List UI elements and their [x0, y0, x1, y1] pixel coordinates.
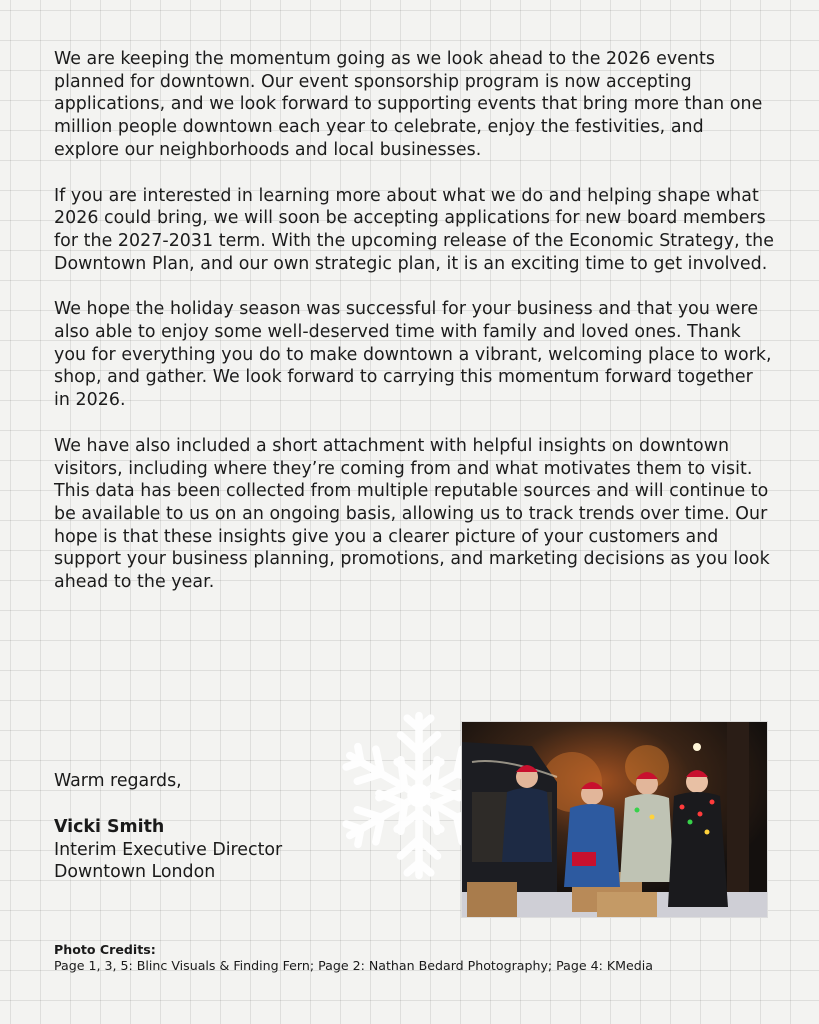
paragraph-insights: We have also included a short attachment with helpful insights on downtown visitors, including where they’re coming from and what motivates them to visit. This data has been collected from multiple reputable sources and will continue to be available to us on an ongoing basis, allowing us to track trends over time. Our hope is that these insights give you a clearer picture of your customers and support your business planning, promotions, and marketing decisions as you look ahead to the year.: [54, 435, 770, 593]
paragraph-board: If you are interested in learning more about what we do and helping shape what 2026 could bring, we will soon be accepting applications for new board members for the 2027-2031 term. With the upcoming release of the Economic Strategy, the Downtown Plan, and our own strategic plan, it is an exciting time to get involved.: [54, 185, 774, 274]
paragraph-holiday: We hope the holiday season was successful for your business and that you were also able to enjoy some well-deserved time with family and loved ones. Thank you for everything you do to make downtown a vibrant, welcoming place to work, shop, and gather. We look forward to carrying this momentum forward together in 2026.: [54, 299, 772, 411]
photo-illustration: [462, 722, 767, 917]
letter-body: [54, 48, 774, 617]
photo-credits-heading: Photo Credits:: [54, 942, 156, 957]
signer-title: Interim Executive Director: [54, 839, 283, 860]
photo-credits: [54, 942, 794, 974]
staff-holiday-photo: [461, 721, 768, 918]
photo-credits-text: Page 1, 3, 5: Blinc Visuals & Finding Fern; Page 2: Nathan Bedard Photography; Page 4: KMedia: [54, 958, 653, 973]
signature-block: [54, 816, 282, 884]
closing-line: Warm regards,: [54, 771, 182, 791]
signer-name: Vicki Smith: [54, 817, 165, 837]
signer-organization: Downtown London: [54, 862, 216, 883]
paragraph-events: We are keeping the momentum going as we look ahead to the 2026 events planned for downtown. Our event sponsorship program is now accepting applications, and we look forward to supporting events that bring more than one million people downtown each year to celebrate, enjoy the festivities, and explore our neighborhoods and local businesses.: [54, 49, 763, 160]
